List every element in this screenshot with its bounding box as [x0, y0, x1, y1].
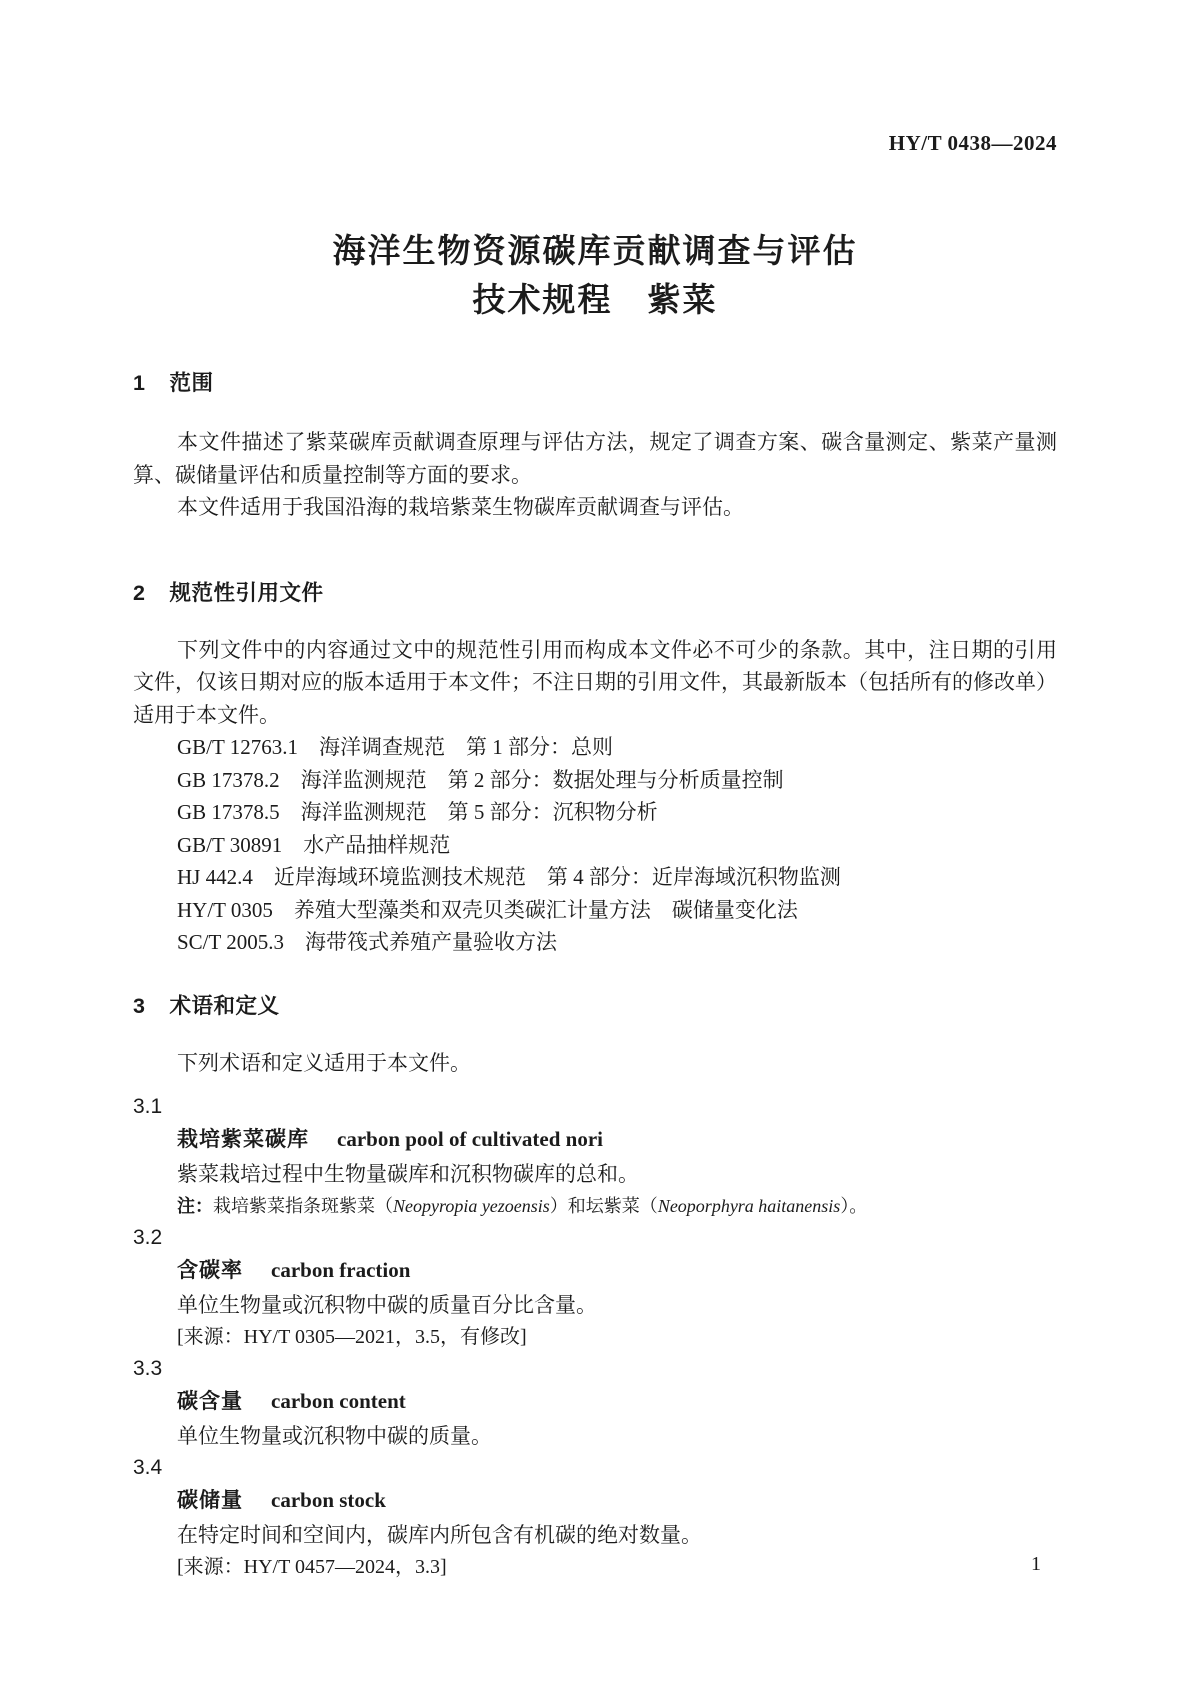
term-definition: 紫菜栽培过程中生物量碳库和沉积物碳库的总和。 — [177, 1162, 639, 1186]
normative-reference-list — [133, 731, 1057, 959]
term-title-line — [133, 1254, 1057, 1289]
term-english: carbon fraction — [271, 1258, 411, 1282]
section-1-body — [133, 426, 1057, 524]
section-3-intro: 下列术语和定义适用于本文件。 — [177, 1050, 471, 1075]
term-english: carbon stock — [271, 1488, 386, 1512]
section-1-paragraph-1: 本文件描述了紫菜碳库贡献调查原理与评估方法，规定了调查方案、碳含量测定、紫菜产量测算、碳储量评估和质量控制等方面的要求。 — [133, 430, 1057, 487]
term-block-3-2 — [133, 1222, 1057, 1353]
section-3-heading — [133, 991, 1057, 1021]
section-1-paragraph-2: 本文件适用于我国沿海的栽培紫菜生物碳库贡献调查与评估。 — [177, 495, 744, 519]
term-block-3-1 — [133, 1091, 1057, 1222]
section-3-number: 3 — [133, 993, 146, 1018]
term-id: 3.2 — [133, 1226, 163, 1249]
reference-item: GB/T 30891 水产品抽样规范 — [177, 832, 451, 857]
document-title — [133, 226, 1057, 324]
term-english: carbon pool of cultivated nori — [337, 1127, 603, 1151]
term-source: [来源：HY/T 0457—2024，3.3] — [177, 1556, 447, 1578]
reference-item: GB 17378.2 海洋监测规范 第 2 部分：数据处理与分析质量控制 — [177, 767, 784, 792]
term-title-line — [133, 1484, 1057, 1519]
term-id: 3.4 — [133, 1456, 163, 1479]
document-title-line1: 海洋生物资源碳库贡献调查与评估 — [332, 232, 858, 269]
term-definition: 单位生物量或沉积物中碳的质量。 — [177, 1424, 492, 1448]
term-note — [133, 1190, 1057, 1222]
section-2-body — [133, 634, 1057, 959]
term-definition: 在特定时间和空间内，碳库内所包含有机碳的绝对数量。 — [177, 1523, 702, 1547]
page-number: 1 — [1031, 1553, 1041, 1575]
term-definition: 单位生物量或沉积物中碳的质量百分比含量。 — [177, 1293, 597, 1317]
section-3-body — [133, 1047, 1057, 1584]
reference-item: SC/T 2005.3 海带筏式养殖产量验收方法 — [177, 930, 557, 954]
section-1-heading — [133, 368, 1057, 398]
note-label: 注： — [177, 1196, 213, 1216]
term-source: [来源：HY/T 0305—2021，3.5，有修改] — [177, 1326, 527, 1348]
document-title-line2: 技术规程 紫菜 — [472, 281, 718, 318]
term-block-3-4 — [133, 1452, 1057, 1583]
note-text: ）和坛紫菜（ — [549, 1196, 658, 1216]
note-text: ）。 — [840, 1196, 868, 1216]
section-2-intro: 下列文件中的内容通过文中的规范性引用而构成本文件必不可少的条款。其中，注日期的引用文件，仅该日期对应的版本适用于本文件；不注日期的引用文件，其最新版本（包括所有的修改单）适用于本文件。 — [133, 637, 1057, 727]
term-block-3-3 — [133, 1353, 1057, 1452]
standard-code: HY/T 0438—2024 — [888, 131, 1057, 155]
term-english: carbon content — [271, 1389, 406, 1413]
term-chinese: 含碳率 — [177, 1259, 243, 1282]
term-chinese: 碳储量 — [177, 1489, 243, 1512]
section-3-title: 术语和定义 — [169, 993, 280, 1018]
section-2-title: 规范性引用文件 — [169, 580, 324, 605]
term-id: 3.3 — [133, 1357, 163, 1380]
species-latin-name: Neopyropia yezoensis — [393, 1196, 550, 1216]
term-title-line — [133, 1123, 1057, 1158]
section-1-title: 范围 — [169, 371, 214, 395]
reference-item: HY/T 0305 养殖大型藻类和双壳贝类碳汇计量方法 碳储量变化法 — [177, 897, 798, 922]
terms-list — [133, 1091, 1057, 1583]
section-2-number: 2 — [133, 580, 146, 605]
species-latin-name: Neoporphyra haitanensis — [657, 1196, 841, 1216]
section-2-heading — [133, 578, 1057, 608]
term-title-line — [133, 1385, 1057, 1420]
note-text: 栽培紫菜指条斑紫菜（ — [213, 1196, 393, 1216]
term-id: 3.1 — [133, 1095, 163, 1118]
reference-item: HJ 442.4 近岸海域环境监测技术规范 第 4 部分：近岸海域沉积物监测 — [177, 865, 841, 889]
section-1-number: 1 — [133, 371, 146, 395]
reference-item: GB 17378.5 海洋监测规范 第 5 部分：沉积物分析 — [177, 800, 658, 824]
term-chinese: 碳含量 — [177, 1390, 243, 1413]
term-chinese: 栽培紫菜碳库 — [177, 1128, 309, 1151]
reference-item: GB/T 12763.1 海洋调查规范 第 1 部分：总则 — [177, 735, 613, 759]
